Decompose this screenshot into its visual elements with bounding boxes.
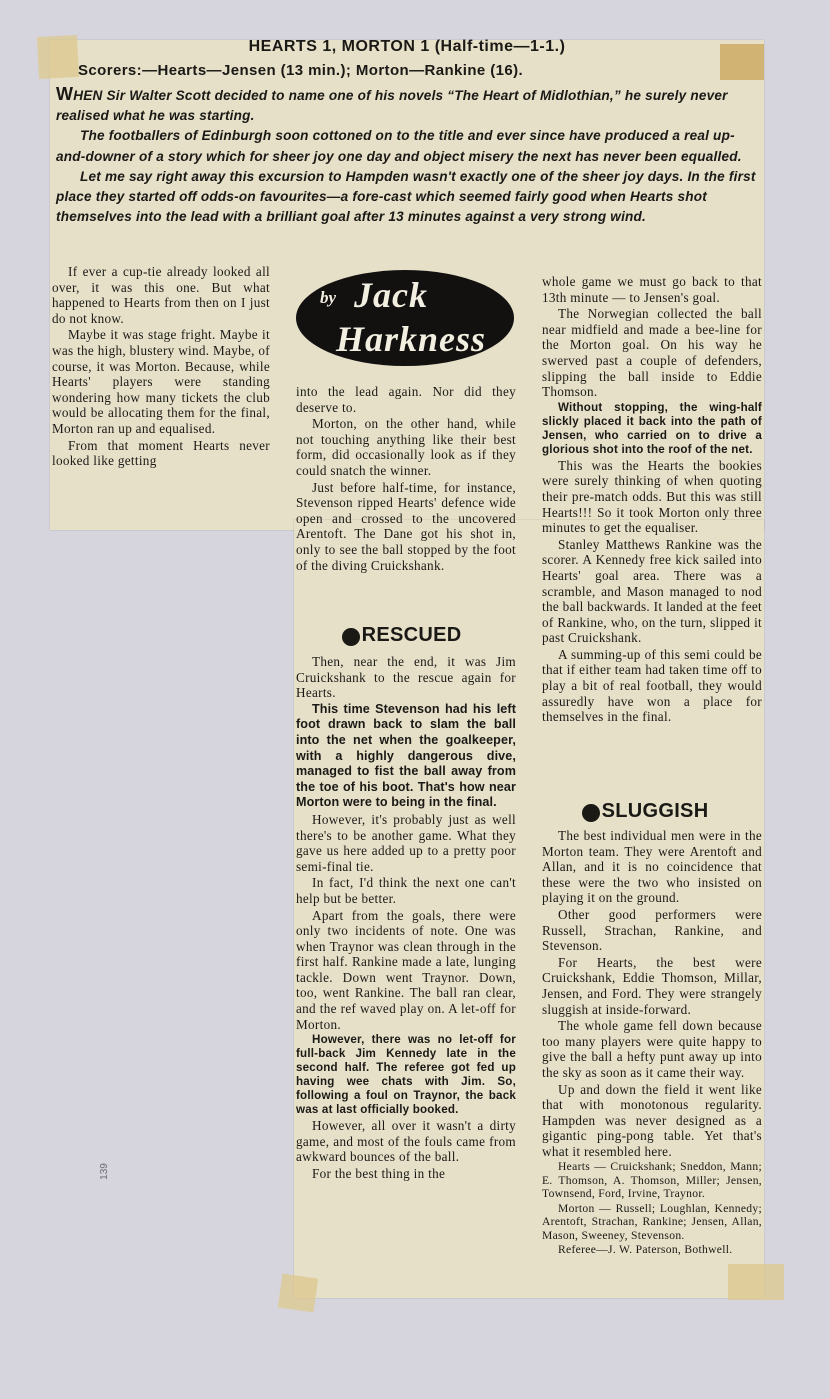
referee-line: Referee—J. W. Paterson, Bothwell.: [558, 1242, 733, 1256]
body-paragraph: This was the Hearts the bookies were surely thinking of when quoting their pre-match odds. But this was still Hearts!!! So it took Morton only three minutes to get the equaliser.: [542, 457, 762, 536]
body-paragraph: Other good performers were Russell, Strachan, Rankine, and Stevenson.: [542, 906, 762, 954]
body-paragraph: For Hearts, the best were Cruickshank, Eddie Thomson, Millar, Jensen, and Ford. They were strangely sluggish at inside-forward.: [542, 954, 762, 1017]
body-paragraph: Just before half-time, for instance, Stevenson ripped Hearts' defence wide open and crossed to the uncovered Arentoft. The Dane got his shot in, only to see the ball stopped by the foot of the diving Cruickshank.: [296, 479, 516, 573]
body-paragraph: into the lead again. Nor did they deserve to.: [296, 384, 516, 415]
bold-paragraph: Without stopping, the wing-half slickly placed it back into the path of Jensen, who carried on to drive a glorious shot into the roof of the net.: [542, 400, 762, 456]
intro-paragraph: Let me say right away this excursion to Hampden wasn't exactly one of the sheer joy days. In the first place they started off odds-on favourites—a fore-cast which seemed fairly good when Hearts shot themselves into the lead with a brilliant goal after 13 minutes against a very strong wind.: [56, 168, 756, 225]
body-paragraph: A summing-up of this semi could be that if either team had taken time off to play a bit of real football, they would assuredly have won a place for themselves in the final.: [542, 646, 762, 725]
body-paragraph: However, all over it wasn't a dirty game, and most of the fouls came from awkward bounces of the ball.: [296, 1118, 516, 1165]
body-paragraph: whole game we must go back to that 13th minute — to Jensen's goal.: [542, 274, 762, 305]
body-paragraph: Stanley Matthews Rankine was the scorer. A Kennedy free kick sailed into Hearts' goal area. There was a scramble, and Mason managed to nod the ball backwards. It landed at the feet of Rankine, who, on the turn, slipped it past Cruickshank.: [542, 536, 762, 646]
scorers-line: Scorers:—Hearts—Jensen (13 min.); Morton—Rankine (16).: [78, 62, 524, 79]
byline-first-name: Jack: [354, 275, 428, 315]
subhead-rescued: RESCUED: [361, 624, 462, 646]
dropcap: W: [56, 84, 74, 104]
headline: HEARTS 1, MORTON 1 (Half-time—1-1.): [248, 38, 566, 55]
body-paragraph: Apart from the goals, there were only two incidents of note. One was when Traynor was clean through in the first half. Rankine made a late, lunging tackle. Down went Traynor. Down, too, went Rankine. The ball ran clear, and the ref waved play on. A let-off for Morton.: [296, 907, 516, 1032]
team-line: Morton — Russell; Loughlan, Kennedy; Arentoft, Strachan, Rankine; Jensen, Allan, Mason, Sweeney, Stevenson.: [542, 1201, 762, 1242]
body-paragraph: In fact, I'd think the next one can't help but be better.: [296, 875, 516, 906]
tape-bottom-right: [728, 1264, 784, 1300]
byline-last-name: Harkness: [336, 319, 487, 359]
intro-paragraphs: [56, 84, 762, 227]
body-paragraph: Up and down the field it went like that with monotonous regularity. Hampden was never designed as a gigantic ping-pong table. Yet that's what it resembled here.: [542, 1081, 762, 1159]
pencil-note: 139: [98, 1163, 110, 1180]
body-paragraph: The whole game fell down because too many players were quite happy to give the ball a hefty punt away up into the sky as soon as it came their way.: [542, 1018, 762, 1080]
byline-badge: [296, 270, 514, 366]
body-paragraph: However, it's probably just as well there's to be another game. What they gave us here added up to a pretty poor semi-final tie.: [296, 811, 516, 874]
column-3-top: [542, 274, 762, 726]
body-paragraph: Then, near the end, it was Jim Cruickshank to the rescue again for Hearts.: [296, 654, 516, 701]
column-1: [52, 264, 270, 470]
column-3-bottom: [542, 828, 762, 1257]
body-paragraph: The Norwegian collected the ball near midfield and made a bee-line for the Morton goal. On his way he swerved past a couple of defenders, slipping the ball inside to Eddie Thomson.: [542, 306, 762, 400]
team-line: Hearts — Cruickshank; Sneddon, Mann; E. Thomson, A. Thomson, Miller; Jensen, Townsend, Ford, Irvine, Traynor.: [542, 1160, 762, 1201]
bold-paragraph: This time Stevenson had his left foot drawn back to slam the ball into the net when the goalkeeper, with a highly dangerous dive, managed to fist the ball away from the toe of his boot. That's how near Morton were to being in the final.: [296, 701, 516, 810]
body-paragraph: For the best thing in the: [312, 1166, 446, 1182]
bold-paragraph: However, there was no let-off for full-back Jim Kennedy late in the second half. The referee got fed up having wee chats with Jim. So, following a foul on Traynor, the back was at last officially booked.: [296, 1033, 516, 1117]
byline-by: by: [320, 288, 337, 307]
column-2-bottom: [296, 654, 516, 1183]
intro-paragraph: WHEN Sir Walter Scott decided to name one of his novels “The Heart of Midlothian,” he surely never realised what he was starting.: [56, 84, 728, 124]
body-paragraph: If ever a cup-tie already looked all over, it was this one. But what happened to Hearts from then on I just do not know.: [52, 264, 270, 326]
body-paragraph: Maybe it was stage fright. Maybe it was the high, blustery wind. Maybe, of course, it was Morton. Because, while Hearts' players were standing wondering how many tickets the club would be allocating them for the final, Morton ran up and equalised.: [52, 327, 270, 436]
subhead-sluggish: SLUGGISH: [601, 800, 709, 822]
body-paragraph: From that moment Hearts never looked like getting: [52, 437, 270, 469]
column-2-top: [296, 384, 516, 574]
intro-paragraph: The footballers of Edinburgh soon cottoned on to the title and ever since have produced a real up-and-downer of a story which for sheer joy one day and object misery the next has never been equalled.: [56, 128, 742, 164]
body-paragraph: Morton, on the other hand, while not touching anything like their best form, did occasionally look as if they could snatch the winner.: [296, 416, 516, 478]
tape-bottom-left: [278, 1274, 318, 1313]
body-paragraph: The best individual men were in the Morton team. They were Arentoft and Allan, and it is no coincidence that these were the two who insisted on playing it on the ground.: [542, 828, 762, 906]
